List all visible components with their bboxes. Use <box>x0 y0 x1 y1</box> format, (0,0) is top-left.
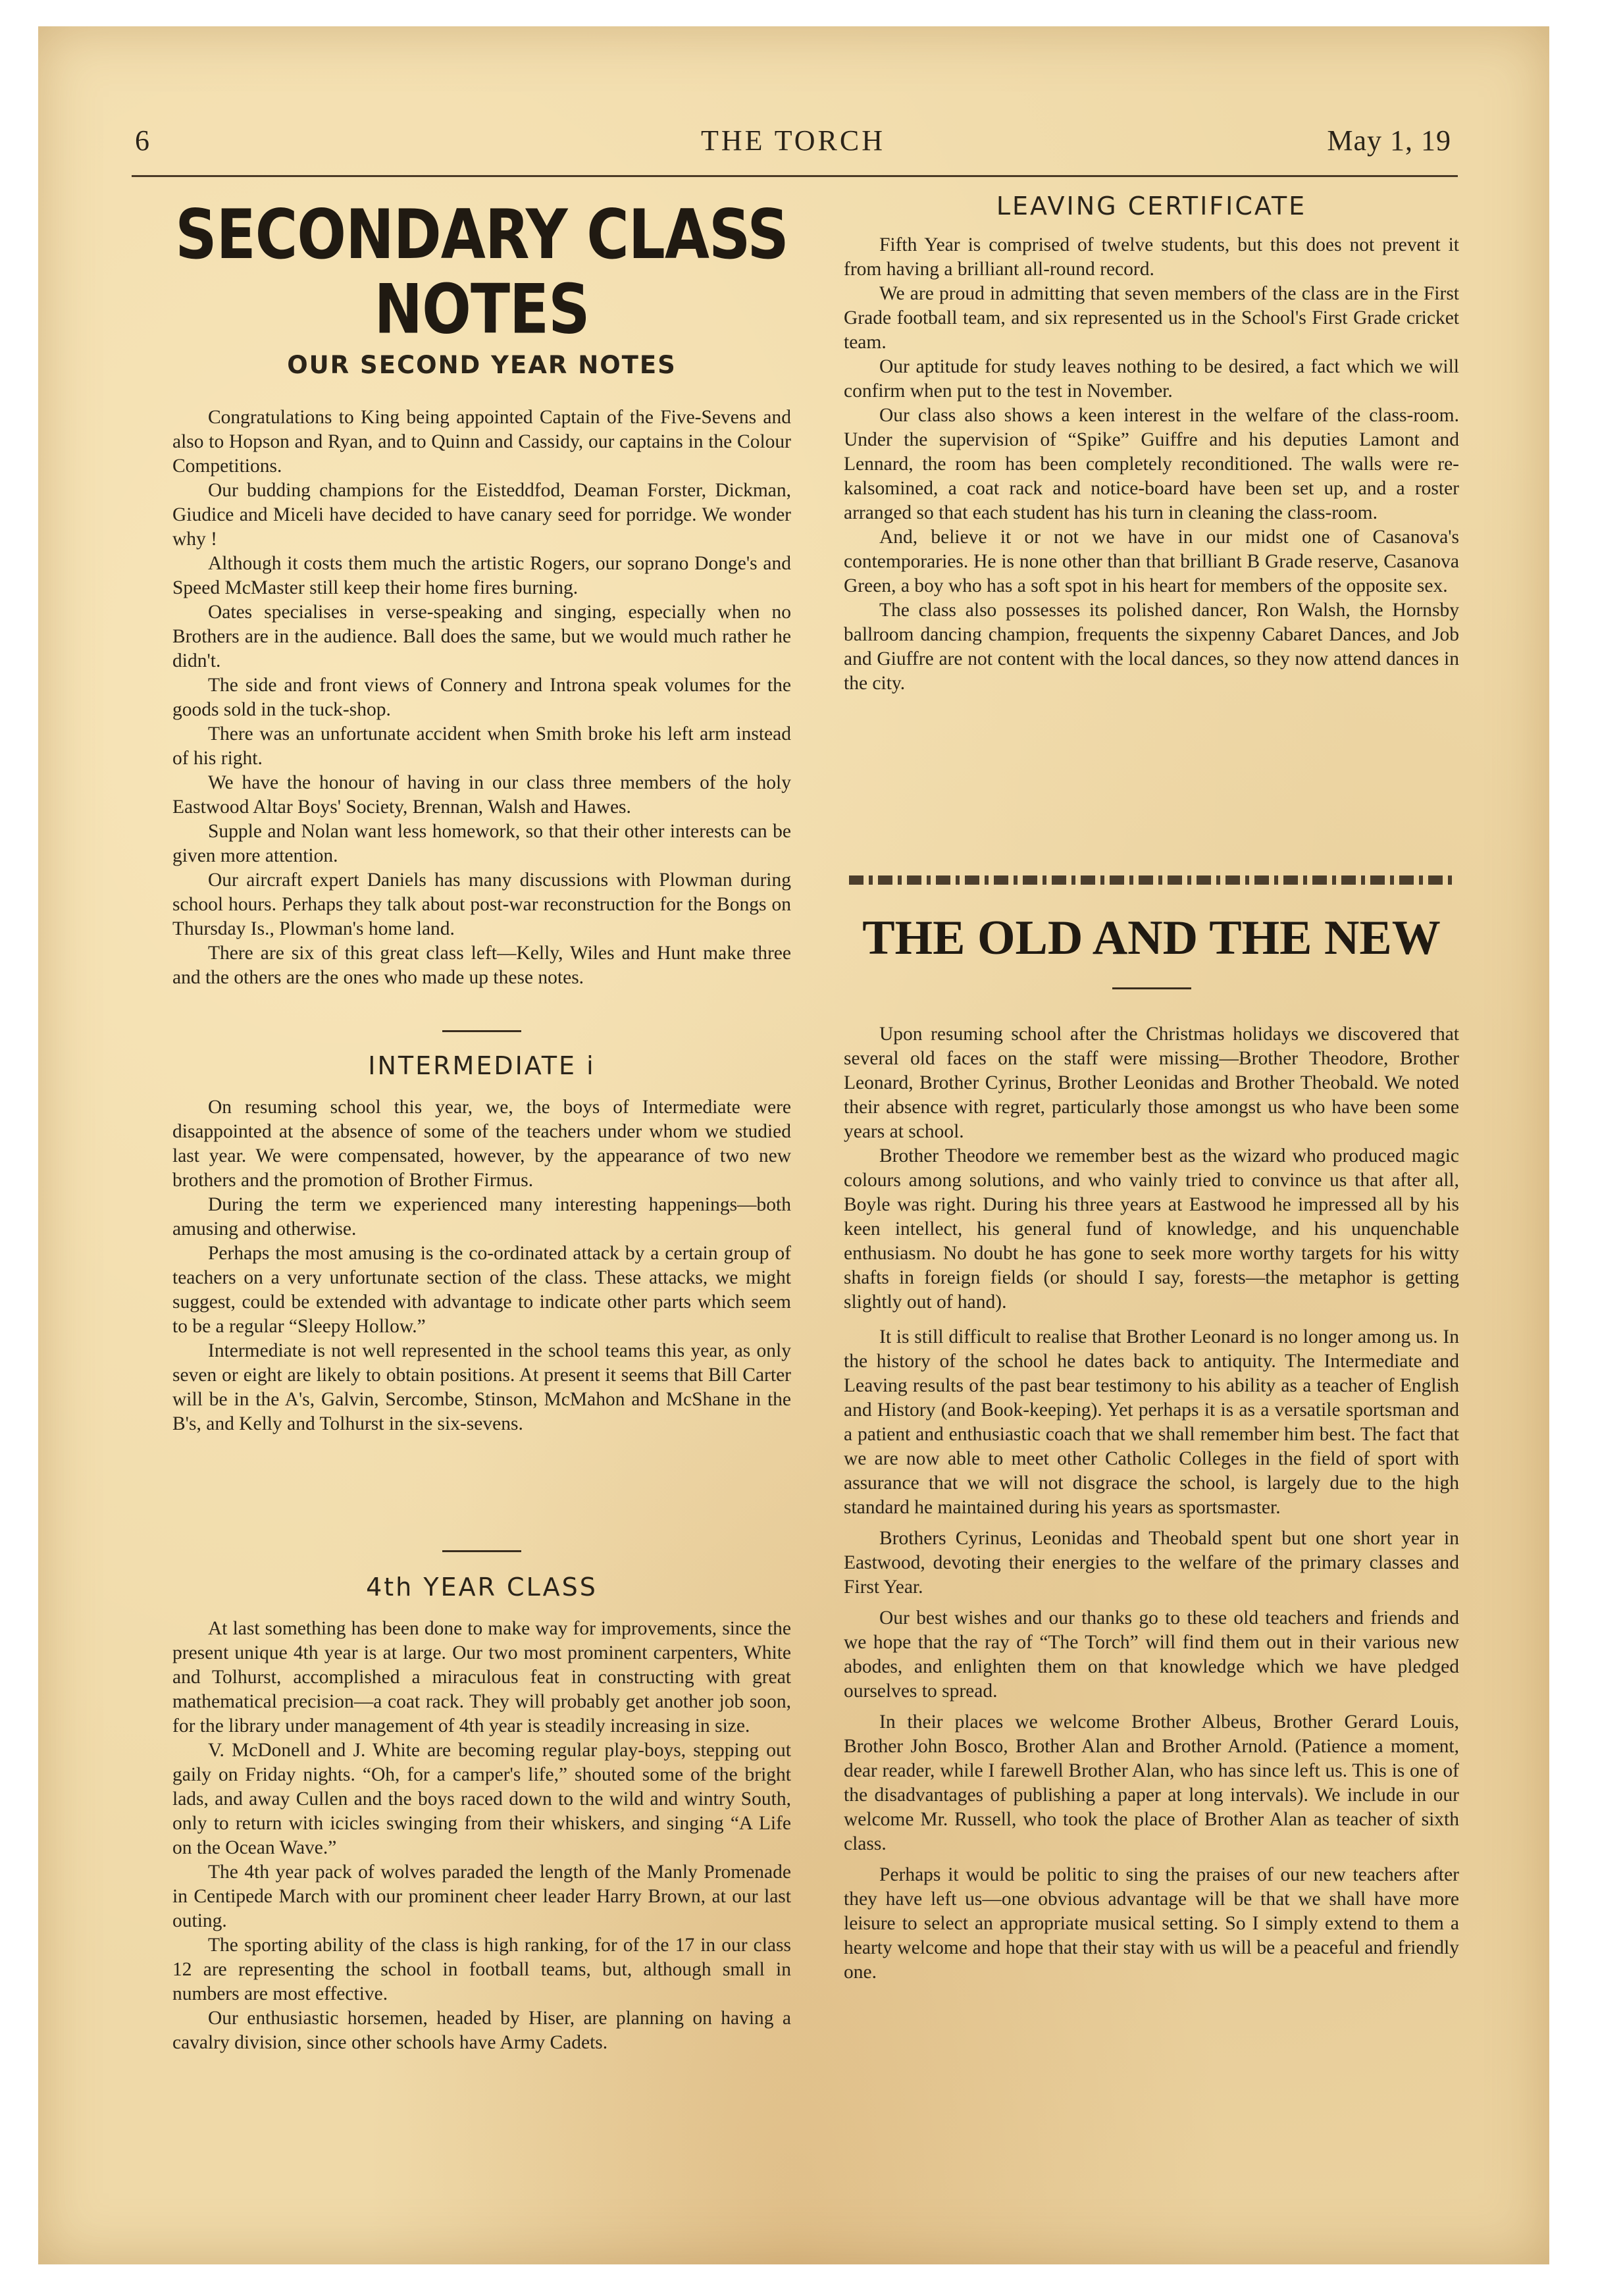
paragraph: There was an unfortunate accident when Smith broke his left arm instead of his right. <box>172 723 791 769</box>
paragraph: There are six of this great class left—Kelly, Wiles and Hunt make three and the others are the ones who made up these notes. <box>172 943 791 988</box>
fourth-year-heading: 4th YEAR CLASS <box>366 1573 598 1602</box>
paragraph: On resuming school this year, we, the boys of Intermediate were disappointed at the absence of some of the teachers under whom we studied last year. We were compensated, however, by the appearance of two new brothers and the promotion of Brother Firmus. <box>172 1097 791 1191</box>
paragraph: Perhaps it would be politic to sing the praises of our new teachers after they have left us—one obvious advantage will be that we shall have more leisure to select an appropriate musical setting. So I simply extend to them a hearty welcome and hope that their stay with us will be a peaceful and friendly one. <box>844 1864 1459 1983</box>
paragraph: Our enthusiastic horsemen, headed by Hiser, are planning on having a cavalry division, since other schools have Army Cadets. <box>172 2008 791 2053</box>
leaving-certificate-body <box>844 233 1459 696</box>
page-header <box>135 124 1451 170</box>
right-column-leaving <box>844 191 1459 696</box>
paragraph: In their places we welcome Brother Albeus, Brother Gerard Louis, Brother John Bosco, Brother Alan and Brother Arnold. (Patience a moment, dear reader, while I farewell Brother Alan, who has since left us. This is one of the disadvantages of publishing a paper at long intervals). We include in our welcome Mr. Russell, who took the place of Brother Alan as teacher of sixth class. <box>844 1711 1459 1854</box>
paragraph: Perhaps the most amusing is the co-ordinated attack by a certain group of teachers on a very unfortunate section of the class. These attacks, we might suggest, could be extended with advantage to indicate other parts which seem to be a regular “Sleepy Hollow.” <box>172 1243 791 1337</box>
paragraph: Our aircraft expert Daniels has many discussions with Plowman during school hours. Perhaps they talk about post-war reconstruction for the Bongs on Thursday Is., Plowman's home land. <box>172 870 791 939</box>
second-year-body <box>172 405 791 990</box>
left-column-intermediate <box>172 1030 791 1436</box>
left-column-fourth-year <box>172 1550 791 2055</box>
paragraph: At last something has been done to make way for improvements, since the present unique 4th year is at large. Our two most prominent carpenters, White and Tolhurst, accomplished a miraculous feat in constructing with great mathematical precision—a coat rack. They will probably get another job soon, for the library under management of 4th year is steadily increasing in size. <box>172 1618 791 1736</box>
right-column-old-new <box>844 908 1459 1985</box>
paragraph: Our budding champions for the Eisteddfod, Deaman Forster, Dickman, Giudice and Miceli have decided to have canary seed for porridge. We wonder why ! <box>172 480 791 550</box>
paragraph: We are proud in admitting that seven members of the class are in the First Grade football team, and six represented us in the School's First Grade cricket team. <box>844 283 1459 353</box>
paragraph: During the term we experienced many interesting happenings—both amusing and otherwise. <box>172 1194 791 1239</box>
paragraph: The side and front views of Connery and Introna speak volumes for the goods sold in the tuck-shop. <box>172 675 791 720</box>
intermediate-heading: INTERMEDIATE i <box>368 1051 596 1080</box>
paragraph: Our best wishes and our thanks go to these old teachers and friends and we hope that the ray of “The Torch” will find them out in their various new abodes, and enlighten them on that knowledge which we have pledged ourselves to spread. <box>844 1607 1459 1702</box>
paragraph: Brothers Cyrinus, Leonidas and Theobald spent but one short year in Eastwood, devoting their energies to the welfare of the primary classes and First Year. <box>844 1528 1459 1598</box>
second-year-heading: OUR SECOND YEAR NOTES <box>287 351 677 379</box>
paragraph: And, believe it or not we have in our midst one of Casanova's contemporaries. He is none other than that brilliant B Grade reserve, Casanova Green, a boy who has a soft spot in his heart for members of the opposite sex. <box>844 527 1459 596</box>
paragraph: The class also possesses its polished dancer, Ron Walsh, the Hornsby ballroom dancing champion, frequents the sixpenny Cabaret Dances, and Job and Giuffre are not content with the local dances, so they now attend dances in the city. <box>844 600 1459 694</box>
old-and-new-title: THE OLD AND THE NEW <box>862 911 1441 965</box>
ornamental-divider <box>849 875 1455 885</box>
paragraph: V. McDonell and J. White are becoming regular play-boys, stepping out gaily on Friday nights. “Oh, for a camper's life,” shouted some of the bright lads, and away Cullen and the boys raced down to the wild and wintry South, only to return with icicles swinging from their whiskers, and singing “A Life on the Ocean Wave.” <box>172 1740 791 1858</box>
paragraph: Intermediate is not well represented in the school teams this year, as only seven or eight are likely to obtain positions. At present it seems that Bill Carter will be in the A's, Galvin, Sercombe, Stinson, McMahon and McShane in the B's, and Kelly and Tolhurst in the six-sevens. <box>172 1340 791 1434</box>
paragraph: Oates specialises in verse-speaking and singing, especially when no Brothers are in the audience. Ball does the same, but we would much rather he didn't. <box>172 602 791 671</box>
paragraph: Supple and Nolan want less homework, so that their other interests can be given more attention. <box>172 821 791 866</box>
paragraph: It is still difficult to realise that Brother Leonard is no longer among us. In the history of the school he dates back to antiquity. The Intermediate and Leaving results of the past bear testimony to his ability as a teacher of English and History (and Book-keeping). Yet perhaps it is as a versatile sportsman and a patient and enthusiastic coach that we shall remember him best. The fact that we are now able to meet other Catholic Colleges in the field of sport with assurance that we will not disgrace the school, is largely due to the high standard he maintained during his years as sportsmaster. <box>844 1326 1459 1518</box>
paragraph: The 4th year pack of wolves paraded the length of the Manly Promenade in Centipede March with our prominent cheer leader Harry Brown, at our last outing. <box>172 1862 791 1931</box>
page-number: 6 <box>135 124 150 157</box>
paragraph: Although it costs them much the artistic Rogers, our soprano Donge's and Speed McMaster still keep their home fires burning. <box>172 553 791 598</box>
header-rule <box>132 175 1458 177</box>
issue-date: May 1, 19 <box>1327 124 1451 157</box>
paragraph: Our aptitude for study leaves nothing to be desired, a fact which we will confirm when put to the test in November. <box>844 356 1459 402</box>
paragraph: The sporting ability of the class is high ranking, for of the 17 in our class 12 are representing the school in football teams, but, although small in numbers are most effective. <box>172 1935 791 2004</box>
paragraph: Fifth Year is comprised of twelve students, but this does not prevent it from having a brilliant all-round record. <box>844 234 1459 280</box>
paragraph: Congratulations to King being appointed Captain of the Five-Sevens and also to Hopson and Ryan, and to Quinn and Cassidy, our captains in the Colour Competitions. <box>172 407 791 477</box>
publication-title: THE TORCH <box>700 124 886 157</box>
paragraph: Brother Theodore we remember best as the wizard who produced magic colours among solutions, and who vainly tried to convince us that after all, Boyle was right. During his three years at Eastwood he impressed all by his keen intellect, his general fund of knowledge, and his unquenchable enthusiasm. No doubt he has gone to seek more worthy targets for his witty shafts in foreign fields (or should I say, forests—the metaphor is getting slightly out of hand). <box>844 1145 1459 1313</box>
leaving-certificate-heading: LEAVING CERTIFICATE <box>996 192 1307 221</box>
left-column-top <box>172 194 791 990</box>
paragraph: Our class also shows a keen interest in the welfare of the class-room. Under the supervision of “Spike” Guiffre and his deputies Lamont and Lennard, the room has been completely reconditioned. The walls were re-kalsomined, a coat rack and notice-board have been set up, and a roster arranged so that each student has his turn in cleaning the class-room. <box>844 405 1459 523</box>
secondary-class-notes-title: SECONDARY CLASS NOTES <box>175 194 788 350</box>
paragraph: We have the honour of having in our class three members of the holy Eastwood Altar Boys' Society, Brennan, Walsh and Hawes. <box>172 772 791 818</box>
intermediate-body <box>172 1095 791 1436</box>
paragraph: Upon resuming school after the Christmas holidays we discovered that several old faces on the staff were missing—Brother Theodore, Brother Leonard, Brother Cyrinus, Brother Leonidas and Brother Theobald. We noted their absence with regret, particularly those amongst us who have been some years at school. <box>844 1024 1459 1142</box>
old-and-new-body <box>844 1022 1459 1985</box>
fourth-year-body <box>172 1617 791 2055</box>
